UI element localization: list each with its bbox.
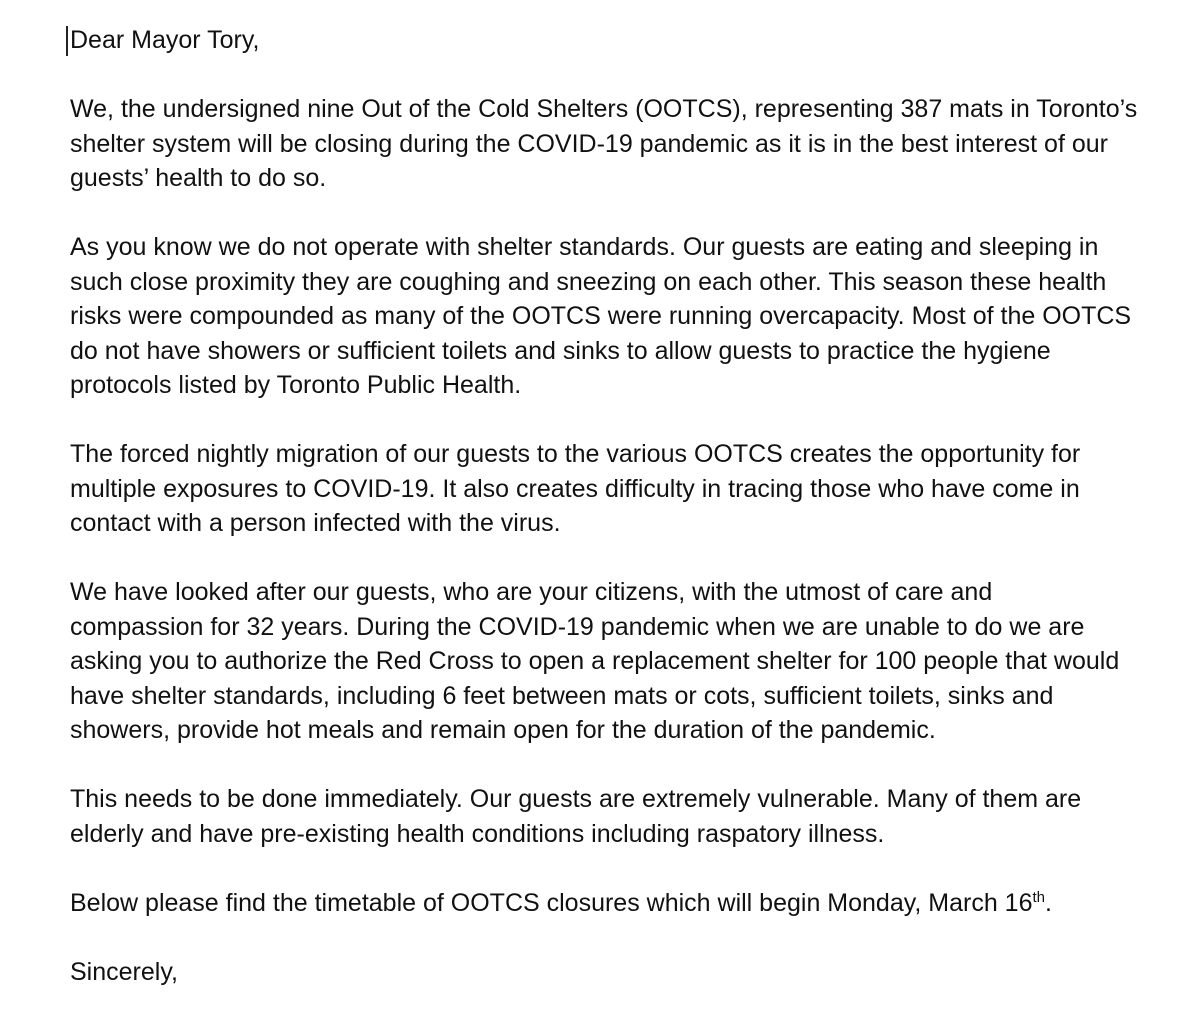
salutation (70, 23, 1170, 58)
paragraph-line: protocols listed by Toronto Public Health. (70, 371, 522, 399)
paragraph-line: contact with a person infected with the virus. (70, 509, 561, 537)
closing-punctuation: . (1045, 888, 1052, 917)
paragraph-line: asking you to authorize the Red Cross to open a replacement shelter for 100 people that would (70, 647, 1120, 675)
paragraph-line: showers, provide hot meals and remain open for the duration of the pandemic. (70, 716, 936, 744)
letter-body[interactable] (70, 23, 1170, 1024)
paragraph-3 (70, 437, 1170, 541)
paragraph-line: risks were compounded as many of the OOTCS were running overcapacity. Most of the OOTCS (70, 302, 1132, 330)
paragraph-line: As you know we do not operate with shelter standards. Our guests are eating and sleeping in (70, 233, 1099, 261)
paragraph-line: elderly and have pre-existing health conditions including raspatory illness. (70, 819, 885, 848)
salutation-text: Dear Mayor Tory, (70, 26, 260, 54)
paragraph-line: We, the undersigned nine Out of the Cold Shelters (OOTCS), representing 387 mats in Toronto’s (70, 95, 1138, 123)
text-cursor (66, 26, 68, 56)
closing-paragraph (70, 886, 1170, 921)
closing-line (70, 886, 1170, 921)
paragraph-4 (70, 575, 1170, 748)
paragraph-line: shelter system will be closing during the COVID-19 pandemic as it is in the best interest of our (70, 129, 1108, 158)
paragraph-line: guests’ health to do so. (70, 164, 327, 192)
paragraph-5 (70, 782, 1170, 851)
paragraph-line: have shelter standards, including 6 feet between mats or cots, sufficient toilets, sinks and (70, 681, 1054, 710)
paragraph-line: This needs to be done immediately. Our guests are extremely vulnerable. Many of them are (70, 785, 1082, 813)
signoff (70, 955, 1170, 990)
paragraph-line: such close proximity they are coughing and sneezing on each other. This season these health (70, 267, 1107, 296)
paragraph-line: compassion for 32 years. During the COVID-19 pandemic when we are unable to do we are (70, 612, 1085, 641)
closing-text: Below please find the timetable of OOTCS closures which will begin Monday, March 16 (70, 888, 1033, 917)
date-ordinal-suffix: th (1032, 888, 1046, 906)
paragraph-line: multiple exposures to COVID-19. It also creates difficulty in tracing those who have come in (70, 474, 1080, 503)
signoff-text: Sincerely, (70, 957, 178, 986)
paragraph-line: The forced nightly migration of our guests to the various OOTCS creates the opportunity for (70, 440, 1081, 468)
paragraph-line: do not have showers or sufficient toilets and sinks to allow guests to practice the hygiene (70, 336, 1051, 365)
paragraph-line: We have looked after our guests, who are your citizens, with the utmost of care and (70, 578, 993, 606)
paragraph-1 (70, 92, 1170, 196)
paragraph-2 (70, 230, 1170, 403)
